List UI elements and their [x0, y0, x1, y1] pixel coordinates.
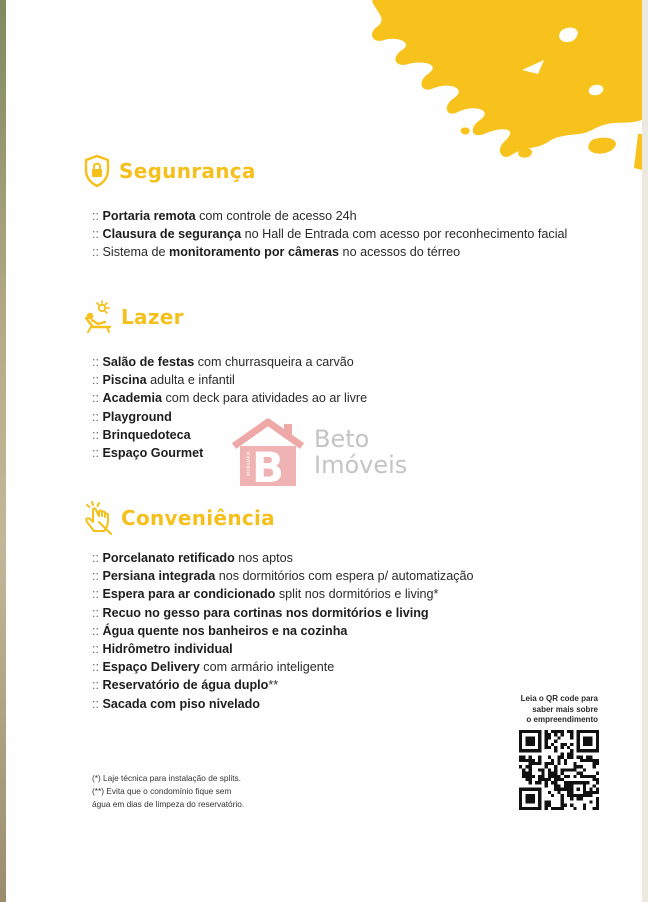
brochure-page: [6, 0, 642, 902]
seguranca-list: [92, 207, 567, 262]
section-heading-seguranca: [83, 154, 256, 188]
hand-touch-icon: [83, 500, 113, 536]
section-title-conveniencia: Conveniência: [121, 506, 275, 530]
list-item: :: Sistema de monitoramento por câmeras no acessos do térreo: [92, 245, 461, 260]
qr-code[interactable]: [519, 730, 599, 810]
list-item: :: Persiana integrada nos dormitórios com espera p/ automatização: [92, 569, 474, 584]
footnote: (**) Evita que o condomínio fique sem: [92, 786, 232, 796]
beto-imoveis-watermark: [228, 416, 407, 488]
list-item: :: Água quente nos banheiros e na cozinha: [92, 623, 348, 638]
section-heading-lazer: [83, 300, 184, 334]
svg-text:B: B: [251, 443, 285, 488]
footnote: água em dias de limpeza do reservatório.: [92, 799, 245, 809]
section-title-seguranca: Segunrança: [119, 159, 256, 183]
right-page-edge: [642, 0, 648, 902]
list-item: :: Salão de festas com churrasqueira a carvão: [92, 355, 354, 369]
footnote: (*) Laje técnica para instalação de splits.: [92, 773, 241, 783]
sun-lounger-icon: [83, 300, 113, 334]
list-item: :: Espaço Delivery com armário inteligente: [92, 660, 335, 675]
footnotes: [92, 772, 244, 811]
list-item: :: Clausura de segurança no Hall de Entrada com acesso por reconhecimento facial: [92, 227, 568, 242]
list-item: :: Playground: [92, 409, 172, 424]
list-item: :: Sacada com piso nivelado: [92, 696, 260, 711]
conveniencia-list: [92, 549, 474, 713]
list-item: :: Recuo no gesso para cortinas nos dormitórios e living: [92, 605, 429, 620]
watermark-text: Beto Imóveis: [314, 425, 408, 479]
list-item: :: Academia com deck para atividades ao ar livre: [92, 391, 368, 406]
section-heading-conveniencia: [83, 500, 275, 536]
svg-text:IMOBILIÁRIA: IMOBILIÁRIA: [246, 451, 251, 476]
list-item: :: Piscina adulta e infantil: [92, 373, 235, 388]
list-item: :: Espera para ar condicionado split nos dormitórios e living*: [92, 587, 439, 602]
list-item: :: Brinquedoteca: [92, 427, 191, 442]
list-item: :: Hidrômetro individual: [92, 641, 233, 656]
house-logo-icon: [228, 416, 308, 488]
list-item: :: Reservatório de água duplo**: [92, 678, 279, 693]
list-item: :: Portaria remota com controle de acesso 24h: [92, 209, 357, 223]
yellow-brush-splash: [262, 0, 642, 170]
list-item: :: Porcelanato retificado nos aptos: [92, 551, 293, 565]
shield-lock-icon: [83, 154, 111, 188]
section-title-lazer: Lazer: [121, 305, 184, 329]
list-item: :: Espaço Gourmet: [92, 445, 204, 460]
qr-caption: Leia o QR code para saber mais sobre o empreendimento: [520, 694, 598, 724]
